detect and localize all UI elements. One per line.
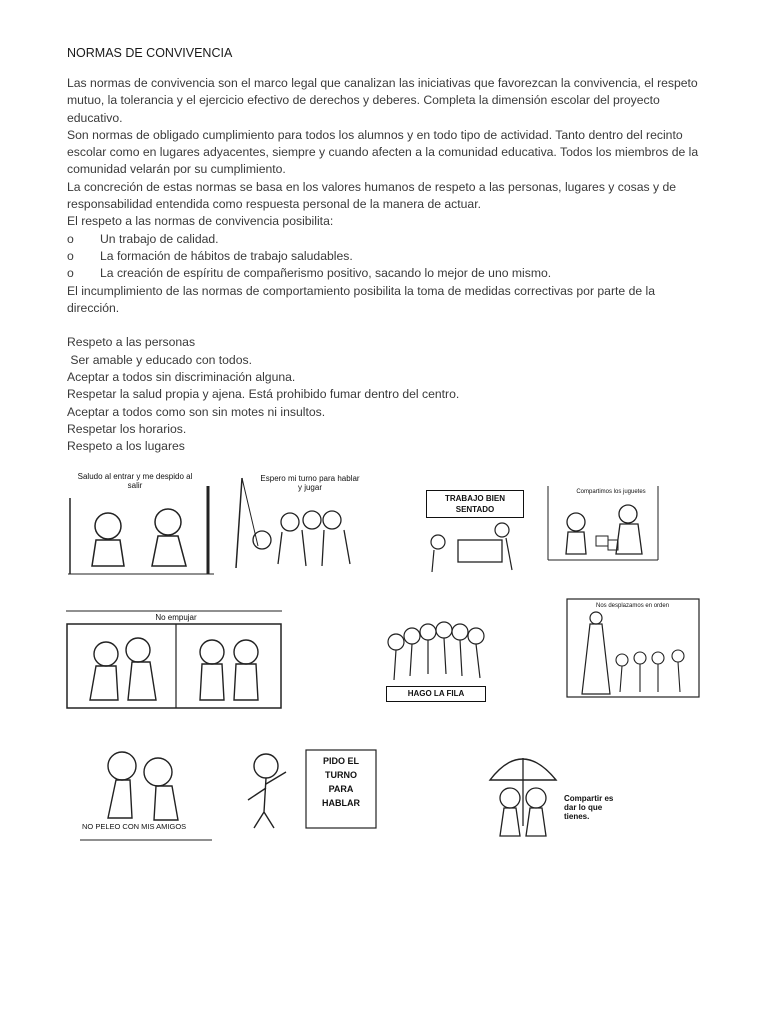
caption-box: TRABAJO BIEN SENTADO	[426, 490, 524, 518]
bullet-text: La creación de espíritu de compañerismo positivo, sacando lo mejor de uno mismo.	[100, 266, 552, 281]
illustration-hago-la-fila	[382, 614, 494, 710]
illustration-desplazamos-orden	[566, 598, 700, 698]
section-heading: Respeto a los lugares	[67, 439, 185, 454]
paragraph: Son normas de obligado cumplimiento para todos los alumnos y en todo tipo de actividad. Tanto dentro del recinto escolar como en lugares adyacentes, siempre y cuando afecten a la comunidad educativa. Todos los miembros de la comunidad velarán por su cumplimiento.	[67, 127, 699, 177]
bullet-marker: o	[67, 231, 74, 246]
list-item	[67, 248, 707, 265]
norm-line: Respetar la salud propia y ajena. Está prohibido fumar dentro del centro.	[67, 387, 460, 402]
illustration-saludo	[68, 466, 214, 576]
caption-box: PIDO EL TURNO PARA HABLAR	[322, 756, 360, 808]
illustration-trabajo-sentado	[420, 484, 530, 576]
illustration-espero-turno	[232, 468, 362, 574]
caption: No empujar	[155, 613, 197, 622]
list-item	[67, 265, 707, 282]
page-title: NORMAS DE CONVIVENCIA	[67, 46, 233, 60]
bullet-marker: o	[67, 266, 74, 281]
bullet-marker: o	[67, 248, 74, 263]
caption: Compartimos los juguetes	[576, 489, 646, 495]
bullet-text: La formación de hábitos de trabajo saludables.	[100, 248, 353, 263]
paragraph: La concreción de estas normas se basa en los valores humanos de respeto a las personas, lugares y cosas y de responsabilidad entendida como respuesta personal de la manera de actuar.	[67, 179, 677, 212]
caption: Espero mi turno para hablar y jugar	[260, 474, 360, 492]
norm-line: Aceptar a todos sin discriminación alguna.	[67, 370, 296, 385]
children-umbrella-drawing	[484, 736, 624, 848]
list-item	[67, 231, 707, 248]
paragraph: El incumplimiento de las normas de comportamiento posibilita la toma de medidas correctivas por parte de la dirección.	[67, 283, 655, 315]
caption: Saludo al entrar y me despido al salir	[77, 472, 193, 490]
illustration-compartir	[484, 736, 624, 848]
section-heading: Respeto a las personas	[67, 335, 196, 350]
norm-line: Ser amable y educado con todos.	[67, 352, 252, 367]
teacher-children-line-drawing	[566, 598, 700, 698]
illustration-compartimos	[546, 484, 660, 562]
illustration-no-empujar	[66, 610, 282, 710]
norm-line: Respetar los horarios.	[67, 421, 187, 436]
caption: NO PELEO CON MIS AMIGOS	[82, 822, 187, 831]
body-text	[67, 75, 707, 456]
norm-line: Aceptar a todos como son sin motes ni insultos.	[67, 404, 326, 419]
paragraph: El respeto a las normas de convivencia posibilita:	[67, 214, 334, 229]
caption: Compartir es dar lo que tienes.	[564, 794, 614, 821]
caption: Nos desplazamos en orden	[596, 603, 670, 609]
illustration-pido-turno	[238, 736, 388, 830]
paragraph: Las normas de convivencia son el marco legal que canalizan las iniciativas que favorezcan la convivencia, el respeto mutuo, la tolerancia y el ejercicio efectivo de derechos y deberes. Completa la dimensión escolar del proyecto educativo.	[67, 76, 698, 125]
illustration-no-peleo	[78, 738, 214, 844]
bullet-text: Un trabajo de calidad.	[100, 231, 219, 246]
children-pushing-drawing	[66, 610, 282, 710]
caption-box: HAGO LA FILA	[386, 686, 486, 702]
